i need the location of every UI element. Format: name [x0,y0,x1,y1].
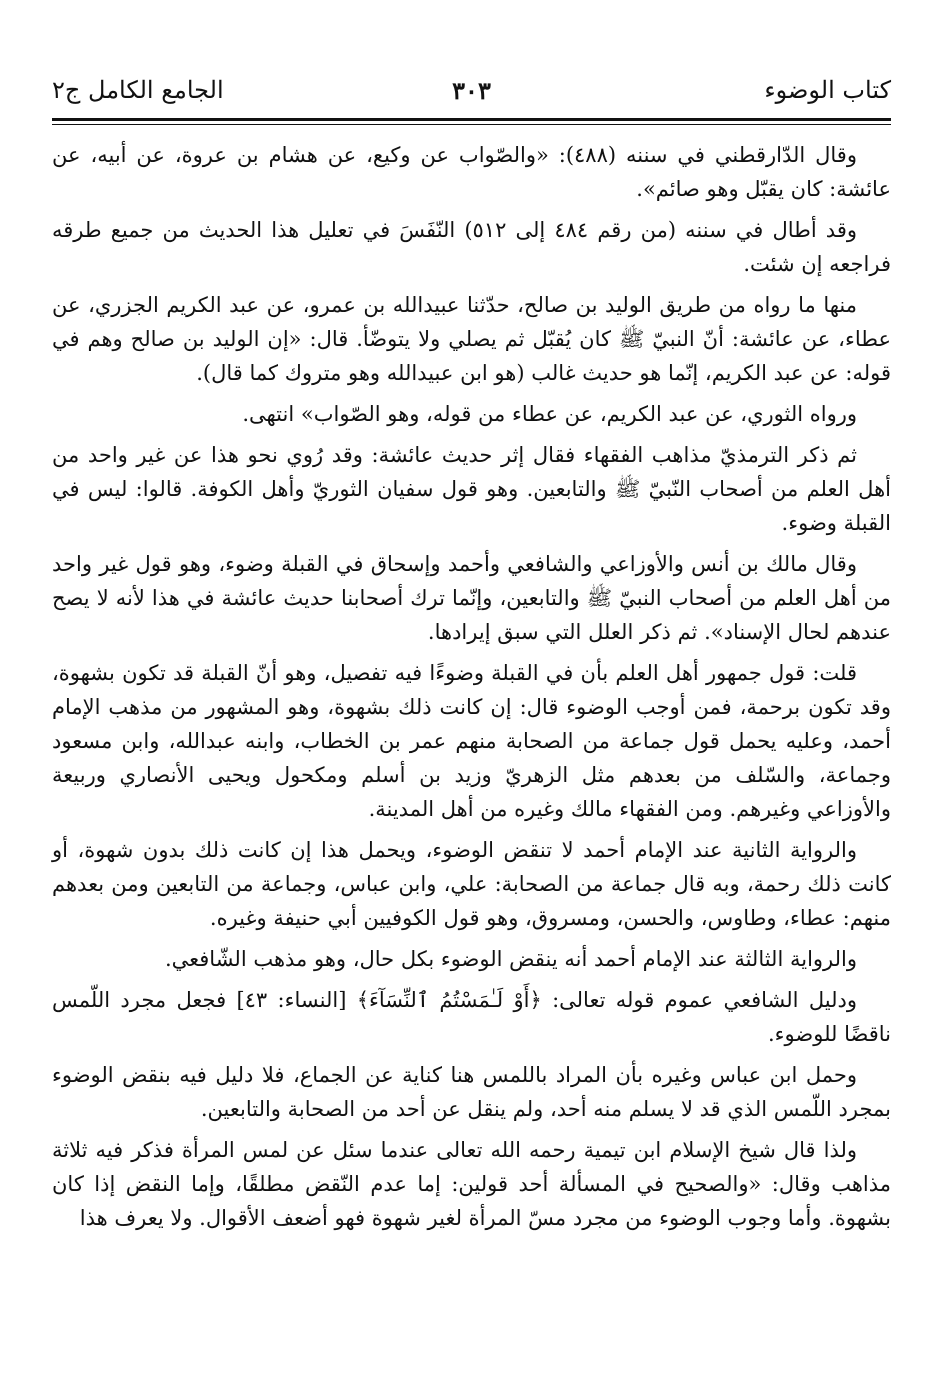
paragraph: ورواه الثوري، عن عبد الكريم، عن عطاء من قوله، وهو الصّواب» انتهى. [242,402,857,426]
paragraph: والرواية الثالثة عند الإمام أحمد أنه ينقض الوضوء بكل حال، وهو مذهب الشّافعي. [164,947,857,971]
paragraph: ولذا قال شيخ الإسلام ابن تيمية رحمه الله تعالى عندما سئل عن لمس المرأة فذكر فيه ثلاثة مذاهب وقال: «والصحيح في المسألة أحد قولين: إما عدم النّقض مطلقًا، وإما النقض إذا كان بشهوة. وأما وجوب الوضوء من مجرد مسّ المرأة لغير شهوة فهو أضعف الأقوال. ولا يعرف هذا [52,1138,891,1230]
header-rule-thick [52,118,891,121]
paragraph: ودليل الشافعي عموم قوله تعالى: ﴿أَوْ لَـٰمَسْتُمُ ٱلنِّسَآءَ﴾ [النساء: ٤٣] فجعل مجرد اللّمس ناقضًا للوضوء. [52,988,891,1046]
page-body [52,138,891,1242]
page-header [52,76,891,112]
paragraph: وقال مالك بن أنس والأوزاعي والشافعي وأحمد وإسحاق في القبلة وضوء، وهو قول غير واحد من أهل العلم من أصحاب النبيّ ﷺ والتابعين، وإنّما ترك أصحابنا حديث عائشة في هذا لأنه لا يصح عندهم لحال الإسناد». ثم ذكر العلل التي سبق إيرادها. [52,552,891,644]
paragraph: ثم ذكر الترمذيّ مذاهب الفقهاء فقال إثر حديث عائشة: وقد رُوي نحو هذا عن غير واحد من أهل العلم من أصحاب النّبيّ ﷺ والتابعين. وهو قول سفيان الثوريّ وأهل الكوفة. قالوا: ليس في القبلة وضوء. [52,443,891,535]
header-rule-thin [52,124,891,125]
chapter-title: كتاب الوضوء [764,76,891,104]
book-title: الجامع الكامل ج٢ [52,76,224,104]
paragraph: وحمل ابن عباس وغيره بأن المراد باللمس هنا كناية عن الجماع، فلا دليل فيه بنقض الوضوء بمجرد اللّمس الذي قد لا يسلم منه أحد، ولم ينقل عن أحد من الصحابة والتابعين. [52,1063,891,1121]
paragraph: قلت: قول جمهور أهل العلم بأن في القبلة وضوءًا فيه تفصيل، وهو أنّ القبلة قد تكون بشهوة، وقد تكون برحمة، فمن أوجب الوضوء قال: إن كانت ذلك بشهوة، وهو المشهور من مذهب الإمام أحمد، وعليه يحمل قول جماعة من الصحابة منهم عمر بن الخطاب، وابنه عبدالله، وابن مسعود وجماعة، والسّلف من بعدهم مثل الزهريّ وزيد بن أسلم ومكحول ويحيى الأنصاري وربيعة والأوزاعي وغيرهم. ومن الفقهاء مالك وغيره من أهل المدينة. [52,661,891,821]
paragraph: والرواية الثانية عند الإمام أحمد لا تنقض الوضوء، ويحمل هذا إن كانت ذلك بدون شهوة، أو كانت ذلك رحمة، وبه قال جماعة من الصحابة: علي، وابن عباس، وجماعة من التابعين ومن بعدهم منهم: عطاء، وطاوس، والحسن، ومسروق، وهو قول الكوفيين أبي حنيفة وغيره. [52,838,891,930]
paragraph: وقد أطال في سننه (من رقم ٤٨٤ إلى ٥١٢) النّفَسَ في تعليل هذا الحديث من جميع طرقه فراجعه إن شئت. [52,218,891,276]
paragraph: وقال الدّارقطني في سننه (٤٨٨): «والصّواب عن وكيع، عن هشام بن عروة، عن أبيه، عن عائشة: كان يقبّل وهو صائم». [52,143,891,201]
page-number: ٣٠٣ [452,76,491,105]
paragraph: منها ما رواه من طريق الوليد بن صالح، حدّثنا عبيدالله بن عمرو، عن عبد الكريم الجزري، عن عطاء، عن عائشة: أنّ النبيّ ﷺ كان يُقبّل ثم يصلي ولا يتوضّأ. قال: «إن الوليد بن صالح وهم في قوله: عن عبد الكريم، إنّما هو حديث غالب (هو ابن عبيدالله وهو متروك كما قال). [52,293,891,385]
